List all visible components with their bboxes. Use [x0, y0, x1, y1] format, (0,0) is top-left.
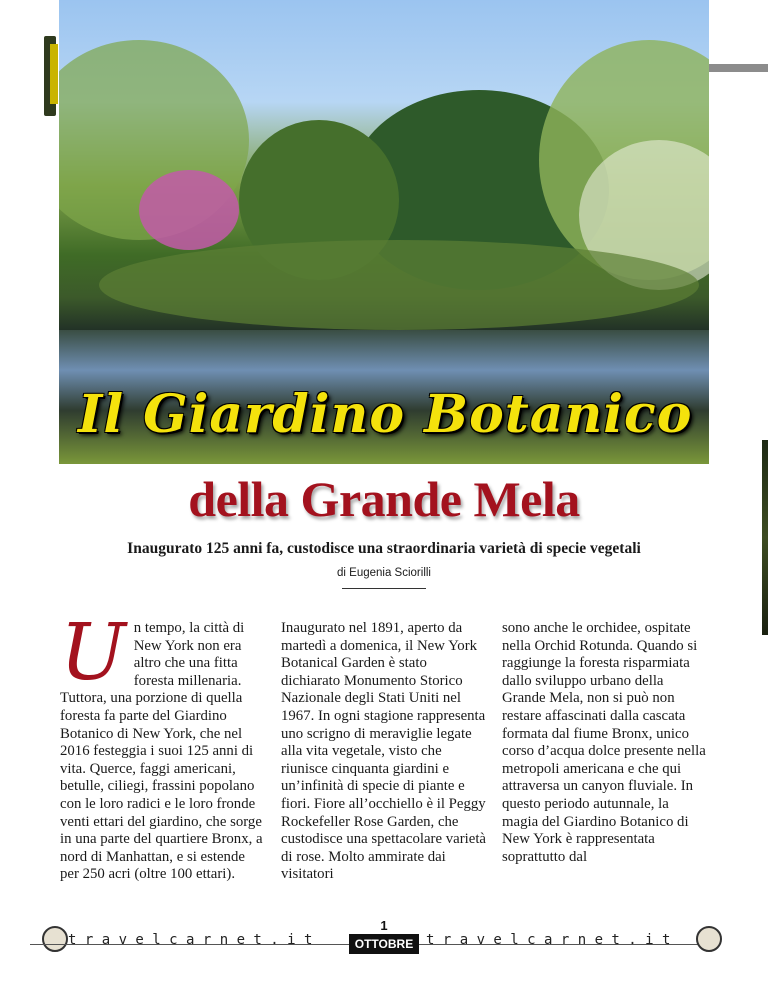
byline-divider: [342, 588, 426, 589]
skull-emblem-icon: [696, 926, 722, 952]
article-title-subline: della Grande Mela: [188, 471, 580, 527]
page-number: 1: [380, 918, 388, 933]
issue-month: OTTOBRE: [349, 934, 419, 954]
skull-emblem-icon: [42, 926, 68, 952]
text-column-1: [60, 608, 266, 884]
column-2-text: Inaugurato nel 1891, aperto da martedì a domenica, il New York Botanical Garden è stato dichiarato Monumento Storico Nazionale degli Stati Uniti nel 1967. In ogni stagione rappresenta uno scrigno di meraviglie legate alla vita vegetale, visto che riunisce cinquanta giardini e un’infinità di specie di piante e fiori. Fiore all’occhiello è il Peggy Rockefeller Rose Garden, che custodisce una spettacolare varietà di rose. Molto ammirate dai visitatori: [281, 620, 487, 883]
footer-website-left: t r a v e l c a r n e t . i t: [68, 932, 313, 948]
column-3-text: sono anche le orchidee, ospitate nella Orchid Rotunda. Quando si raggiunge la foresta risparmiata dallo sviluppo urbano della Grande Mela, non si può non restare affascinati dalla cascata formata dal fiume Bronx, unico corso d’acqua dolce presente nella metropoli americana e che qui attraversa un canyon fluviale. In questo periodo autunnale, la magia del Giardino Botanico di New York è rappresentata soprattutto dal: [502, 620, 706, 865]
article-subheading: Inaugurato 125 anni fa, custodisce una straordinaria varietà di specie vegetali: [127, 540, 641, 557]
footer-website-right: t r a v e l c a r n e t . i t: [426, 932, 671, 948]
column-1-text: n tempo, la città di New York non era altro che una fitta foresta millenaria. Tuttora, una porzione di quella foresta fa parte del Giardino Botanico di New York, che nel 2016 festeggia i suoi 125 anni di vita. Querce, faggi americani, betulle, ciliegi, frassini popolano con le loro radici e le loro fronde venti ettari del giardino, che sorge in una parte del quartiere Bronx, a nord di Manhattan, e si estende per 250 acri (oltre 100 ettari).: [60, 620, 263, 883]
text-column-2: [281, 620, 487, 884]
author-byline: di Eugenia Sciorilli: [337, 567, 431, 579]
text-column-3: [502, 620, 708, 866]
page-edge-artifact: [0, 30, 58, 150]
article-title: Il Giardino Botanico: [78, 384, 693, 445]
page-edge-bar: [708, 64, 768, 72]
drop-cap: U: [60, 608, 126, 698]
page-footer: [0, 918, 768, 978]
